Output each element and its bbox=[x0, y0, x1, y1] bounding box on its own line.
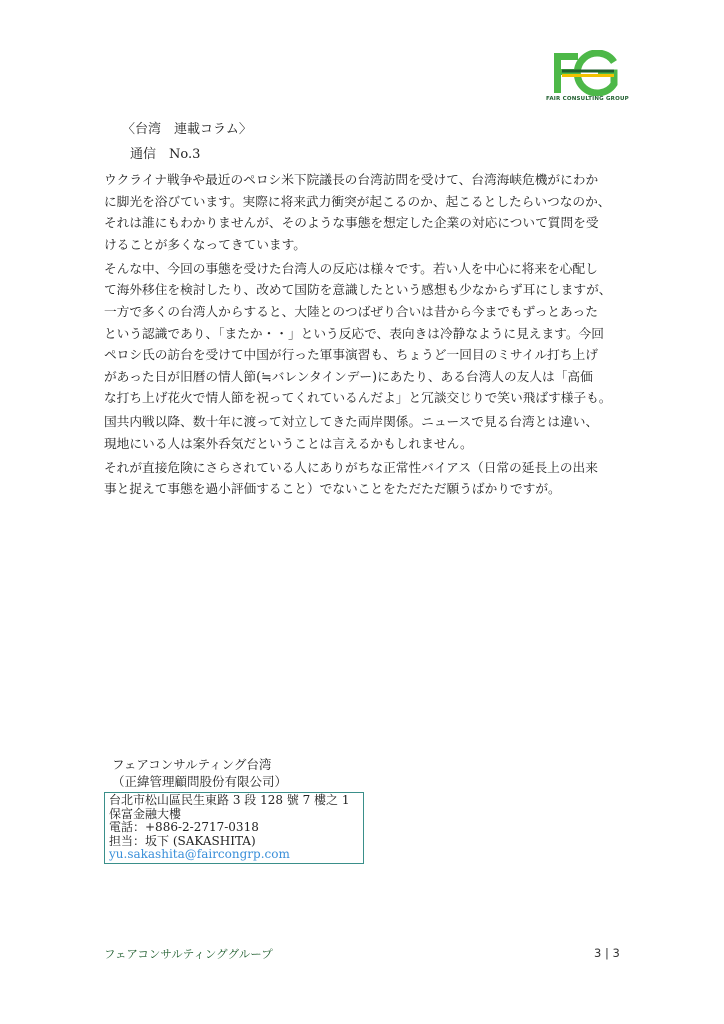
contact-box bbox=[104, 792, 364, 864]
contact-person: 担当：坂下 (SAKASHITA) bbox=[109, 833, 256, 848]
text-line: に脚光を浴びています。実際に将来武力衝突が起こるのか、起こるとしたらいつなのか、 bbox=[104, 193, 611, 209]
email-link[interactable]: yu.sakashita@faircongrp.com bbox=[109, 847, 290, 862]
text-line: な打ち上げ花火で情人節を祝ってくれているんだよ」と冗談交じりで笑い飛ばす様子も。 bbox=[104, 390, 612, 406]
column-heading: 〈台湾 連載コラム〉 bbox=[122, 122, 252, 137]
text-line: て海外移住を検討したり、改めて国防を意識したという感想も少なからず耳にしますが、 bbox=[104, 282, 612, 298]
page-number: 3 | 3 bbox=[594, 946, 620, 960]
text-line: それが直接危険にさらされている人にありがちな正常性バイアス（日常の延長上の出来 bbox=[104, 459, 598, 475]
article-body bbox=[104, 169, 644, 502]
text-line: 現地にいる人は案外呑気だということは言えるかもしれません。 bbox=[104, 435, 473, 451]
text-line: そんな中、今回の事態を受けた台湾人の反応は様々です。若い人を中心に将来を心配し bbox=[104, 260, 598, 276]
paragraph-4 bbox=[104, 457, 644, 500]
text-line: けることが多くなってきています。 bbox=[104, 236, 306, 252]
column-issue-number: 通信 No.3 bbox=[130, 147, 201, 162]
company-local-name: （正緯管理顧問股份有限公司） bbox=[112, 774, 288, 789]
text-line: 一方で多くの台湾人からすると、大陸とのつばぜり合いは昔から今までもずっとあった bbox=[104, 303, 598, 319]
text-line: それは誰にもわかりませんが、そのような事態を想定した企業の対応について質問を受 bbox=[104, 215, 599, 231]
address-line: 台北市松山區民生東路 3 段 128 號 7 樓之 1 bbox=[109, 793, 350, 807]
text-line: があった日が旧暦の情人節(≒バレンタインデー)にあたり、ある台湾人の友人は「高価 bbox=[104, 368, 593, 384]
logo-caption: FAIR CONSULTING GROUP bbox=[546, 96, 629, 102]
fg-logo-icon bbox=[552, 50, 618, 96]
paragraph-3 bbox=[104, 411, 644, 454]
building-name: 保富金融大樓 bbox=[109, 806, 182, 821]
footer-brand: フェアコンサルティンググループ bbox=[104, 947, 273, 961]
text-line: 事と捉えて事態を過小評価すること）でないことをただただ願うばかりですが。 bbox=[104, 481, 561, 497]
text-line: 国共内戦以降、数十年に渡って対立してきた両岸関係。ニュースで見る台湾とは違い、 bbox=[104, 414, 599, 430]
company-block bbox=[112, 756, 287, 790]
paragraph-1 bbox=[104, 169, 644, 255]
text-line: ウクライナ戦争や最近のペロシ米下院議長の台湾訪問を受けて、台湾海峡危機がにわか bbox=[104, 172, 599, 187]
phone-number: 電話：+886-2-2717-0318 bbox=[109, 820, 259, 835]
company-name: フェアコンサルティング台湾 bbox=[112, 757, 272, 772]
text-line: という認識であり、「またか・・」という反応で、表向きは冷静なように見えます。今回 bbox=[104, 325, 604, 341]
text-line: ペロシ氏の訪台を受けて中国が行った軍事演習も、ちょうど一回目のミサイル打ち上げ bbox=[104, 347, 598, 363]
paragraph-2 bbox=[104, 258, 644, 409]
